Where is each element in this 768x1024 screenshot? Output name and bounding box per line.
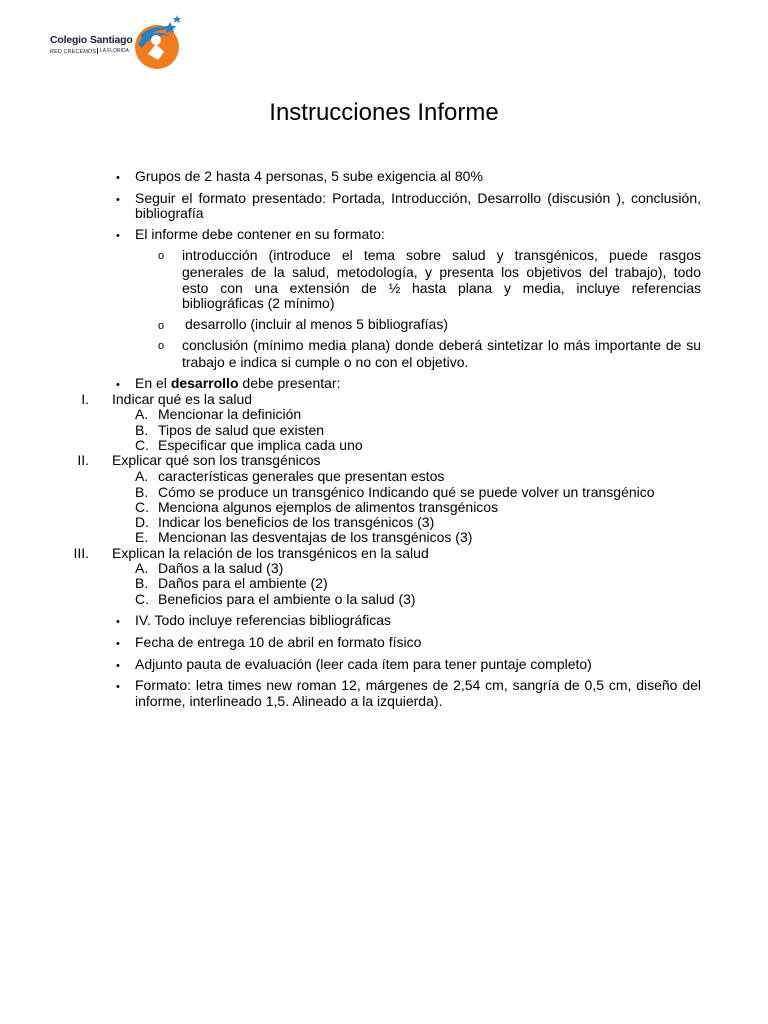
item-letter: A. (135, 468, 149, 484)
item-letter: C. (135, 499, 149, 515)
section-heading: Explicar qué son los transgénicos (112, 452, 321, 468)
logo-network: RED CRECEMOS (50, 49, 97, 55)
bullet-format-line1: Seguir el formato presentado: Portada, Introducción, Desarrollo (discusión ), conclusión, (135, 190, 701, 206)
bullet-marker: • (116, 230, 120, 242)
logo-school-name: Colegio Santiago (50, 34, 133, 46)
sub-conclusion-line1: conclusión (mínimo media plana) donde deberá sintetizar lo más importante de su (182, 337, 701, 353)
item-letter: B. (135, 422, 149, 438)
item-text: Menciona algunos ejemplos de alimentos transgénicos (158, 499, 499, 515)
bullet-rubric: Adjunto pauta de evaluación (leer cada ítem para tener puntaje completo) (135, 656, 592, 672)
item-text: Especificar que implica cada uno (158, 437, 363, 453)
item-text: Indicar los beneficios de los transgénicos (3) (158, 514, 435, 530)
item-text: Cómo se produce un transgénico Indicando qué se puede volver un transgénico (158, 484, 655, 500)
desarrollo-intro-bold: desarrollo (170, 375, 239, 391)
sub-bullet-marker: o (158, 320, 165, 332)
bullet-references: IV. Todo incluye referencias bibliográficas (135, 612, 392, 628)
section-heading: Indicar qué es la salud (112, 391, 253, 407)
bullet-due-date: Fecha de entrega 10 de abril en formato físico (135, 634, 422, 650)
bullet-marker: • (116, 616, 120, 628)
bullet-marker: • (116, 660, 120, 672)
item-letter: B. (135, 484, 149, 500)
desarrollo-intro (135, 375, 340, 391)
sub-desarrollo: desarrollo (incluir al menos 5 bibliografías) (185, 316, 449, 332)
section-number: III. (73, 545, 89, 561)
bullet-marker: • (116, 172, 120, 184)
item-letter: C. (135, 591, 149, 607)
item-letter: E. (135, 529, 149, 545)
item-text: Daños para el ambiente (2) (158, 575, 328, 591)
item-text: Tipos de salud que existen (158, 422, 325, 438)
school-logo (50, 14, 190, 74)
bullet-marker: • (116, 638, 120, 650)
item-letter: A. (135, 560, 149, 576)
sub-bullet-marker: o (158, 340, 165, 352)
sub-intro-line2: generales de la salud, metodología, y presenta los objetivos del trabajo), todo (182, 264, 701, 280)
bullet-format-spec-line1: Formato: letra times new roman 12, márgenes de 2,54 cm, sangría de 0,5 cm, diseño del (135, 677, 701, 693)
item-letter: C. (135, 437, 149, 453)
logo-campus: LA FLORIDA (97, 48, 129, 54)
section-number: I. (81, 391, 89, 407)
bullet-marker: • (116, 379, 120, 391)
section-number: II. (77, 452, 89, 468)
sub-intro-line3: esto con una extensión de ½ hasta plana y media, incluye referencias (182, 280, 701, 296)
sub-conclusion-line2: trabajo e indica si cumple o no con el objetivo. (182, 354, 469, 370)
item-text: Mencionar la definición (158, 406, 302, 422)
sub-bullet-marker: o (158, 250, 165, 262)
item-text: Daños a la salud (3) (158, 560, 284, 576)
item-letter: B. (135, 575, 149, 591)
bullet-marker: • (116, 681, 120, 693)
bullet-format-line2: bibliografía (135, 205, 204, 221)
logo-emblem-icon (130, 14, 186, 72)
sub-intro-line1: introducción (introduce el tema sobre salud y transgénicos, puede rasgos (182, 247, 701, 263)
desarrollo-intro-after: debe presentar: (238, 375, 341, 391)
item-text: Beneficios para el ambiente o la salud (3) (158, 591, 416, 607)
bullet-group-size: Grupos de 2 hasta 4 personas, 5 sube exigencia al 80% (135, 168, 483, 184)
section-heading: Explican la relación de los transgénicos en la salud (112, 545, 429, 561)
bullet-format-spec-line2: informe, interlineado 1,5. Alineado a la izquierda). (135, 693, 443, 709)
desarrollo-intro-before: En el (135, 375, 171, 391)
item-letter: D. (135, 514, 149, 530)
page-title: Instrucciones Informe (269, 99, 499, 126)
bullet-marker: • (116, 194, 120, 206)
item-text: características generales que presentan estos (158, 468, 445, 484)
item-letter: A. (135, 406, 149, 422)
bullet-content: El informe debe contener en su formato: (135, 226, 385, 242)
item-text: Mencionan las desventajas de los transgénicos (3) (158, 529, 473, 545)
sub-intro-line4: bibliográficas (2 mínimo) (182, 295, 335, 311)
